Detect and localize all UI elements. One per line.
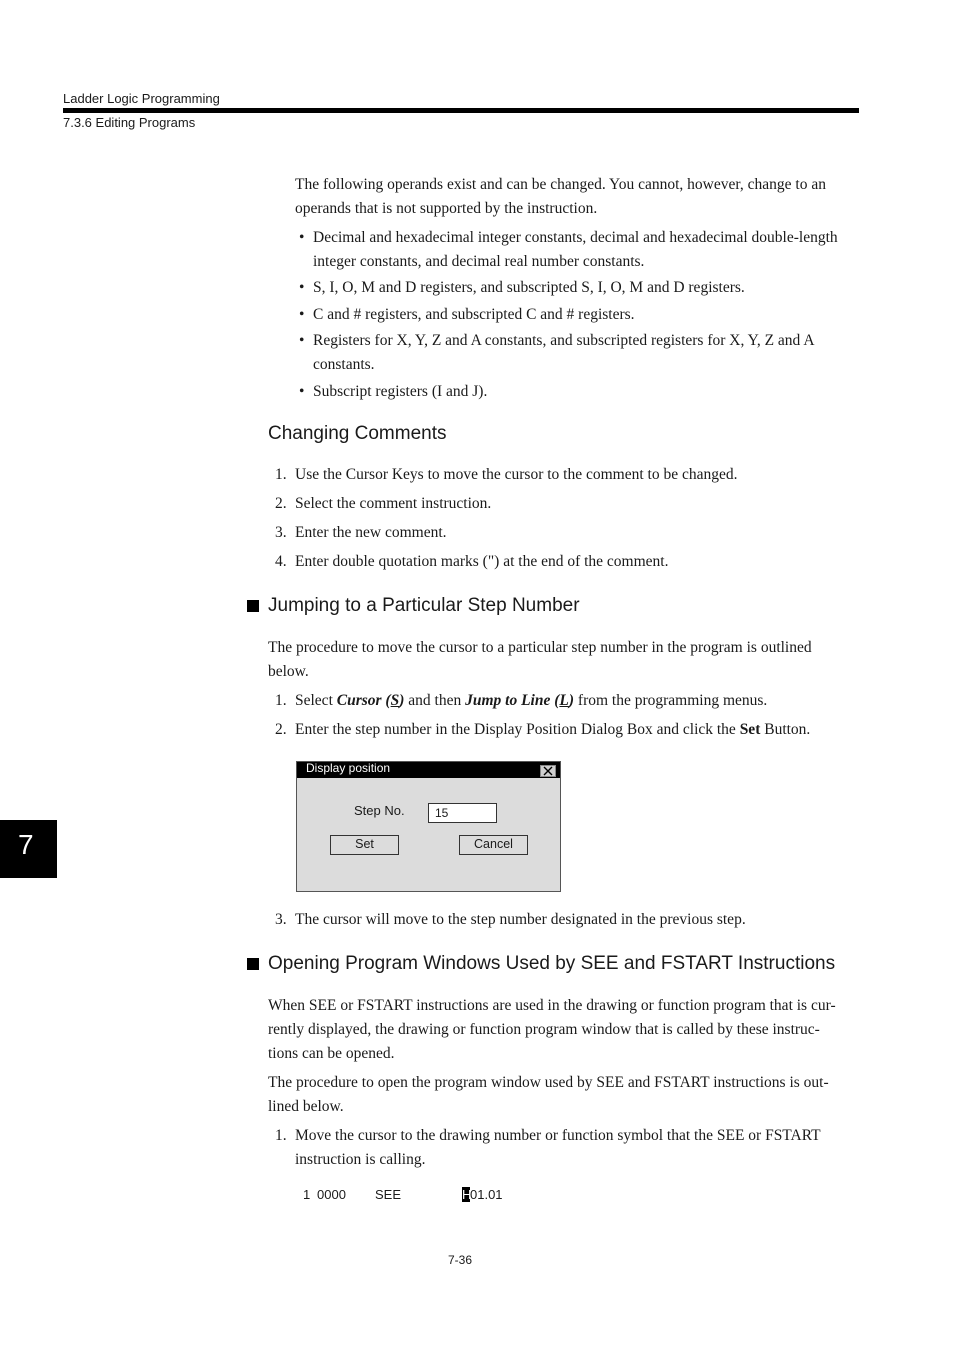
bullet-item: • Registers for X, Y, Z and A constants, and subscripted registers for X, Y, Z and A constants.	[313, 329, 815, 377]
display-position-dialog	[296, 761, 561, 892]
set-button[interactable]: Set	[330, 835, 399, 855]
chapter-tab: 7	[0, 820, 57, 878]
ladder-step-number: 1	[303, 1187, 311, 1202]
bullet-dot: •	[299, 306, 305, 323]
bullet-item: • C and # registers, and subscripted C and # registers.	[313, 303, 635, 327]
square-bullet-icon	[247, 958, 259, 970]
step-no-label: Step No.	[354, 803, 405, 818]
running-header-section: 7.3.6 Editing Programs	[63, 115, 196, 130]
bullet-dot: •	[299, 279, 305, 296]
text-cursor: H	[462, 1187, 472, 1202]
header-rule	[63, 108, 859, 113]
list-item: 1. Move the cursor to the drawing number or function symbol that the SEE or FSTART instruction is calling.	[275, 1127, 821, 1168]
list-item: 1. Select Cursor (S) and then Jump to Line (L) from the programming menus.	[275, 692, 768, 709]
cancel-button[interactable]: Cancel	[459, 835, 528, 855]
list-item: 4. Enter double quotation marks (") at the end of the comment.	[275, 553, 669, 570]
opening-paragraph-2: The procedure to open the program window used by SEE and FSTART instructions is out- lined below.	[268, 1074, 829, 1115]
opening-paragraph-1: When SEE or FSTART instructions are used in the drawing or function program that is cur- rently displayed, the drawing or function program window that is called by these instruc- tions can be opened.	[268, 997, 836, 1062]
bullet-item: • Decimal and hexadecimal integer constants, decimal and hexadecimal double-length integer constants, and decimal real number constants.	[313, 226, 838, 274]
step-no-input[interactable]: 15	[428, 803, 497, 823]
close-icon[interactable]	[540, 765, 556, 777]
bullet-dot: •	[299, 383, 305, 400]
page-number: 7-36	[448, 1253, 473, 1267]
ladder-address: 0000	[317, 1187, 346, 1202]
list-item: 3. The cursor will move to the step number designated in the previous step.	[275, 911, 746, 928]
bullet-dot: •	[299, 332, 305, 349]
ladder-operand[interactable]: H01.01	[462, 1187, 503, 1202]
list-item: 2. Enter the step number in the Display Position Dialog Box and click the Set Button.	[275, 721, 811, 738]
intro-paragraph: The following operands exist and can be changed. You cannot, however, change to an operands that is not supported by the instruction.	[295, 176, 826, 217]
dialog-title-bar: Display position	[297, 762, 560, 778]
list-item: 3. Enter the new comment.	[275, 524, 447, 541]
ladder-instruction: SEE	[375, 1187, 402, 1202]
bullet-item: • S, I, O, M and D registers, and subscripted S, I, O, M and D registers.	[313, 276, 745, 300]
list-item: 2. Select the comment instruction.	[275, 495, 492, 512]
list-item: 1. Use the Cursor Keys to move the cursor to the comment to be changed.	[275, 466, 738, 483]
square-bullet-icon	[247, 600, 259, 612]
jumping-section-heading: Jumping to a Particular Step Number	[268, 595, 580, 617]
running-header-chapter: Ladder Logic Programming	[63, 91, 220, 106]
opening-section-heading: Opening Program Windows Used by SEE and FSTART Instructions	[268, 953, 835, 975]
jumping-paragraph: The procedure to move the cursor to a particular step number in the program is outlined below.	[268, 639, 812, 680]
changing-comments-heading: Changing Comments	[268, 423, 447, 444]
bullet-dot: •	[299, 229, 305, 246]
bullet-item: • Subscript registers (I and J).	[313, 380, 487, 404]
